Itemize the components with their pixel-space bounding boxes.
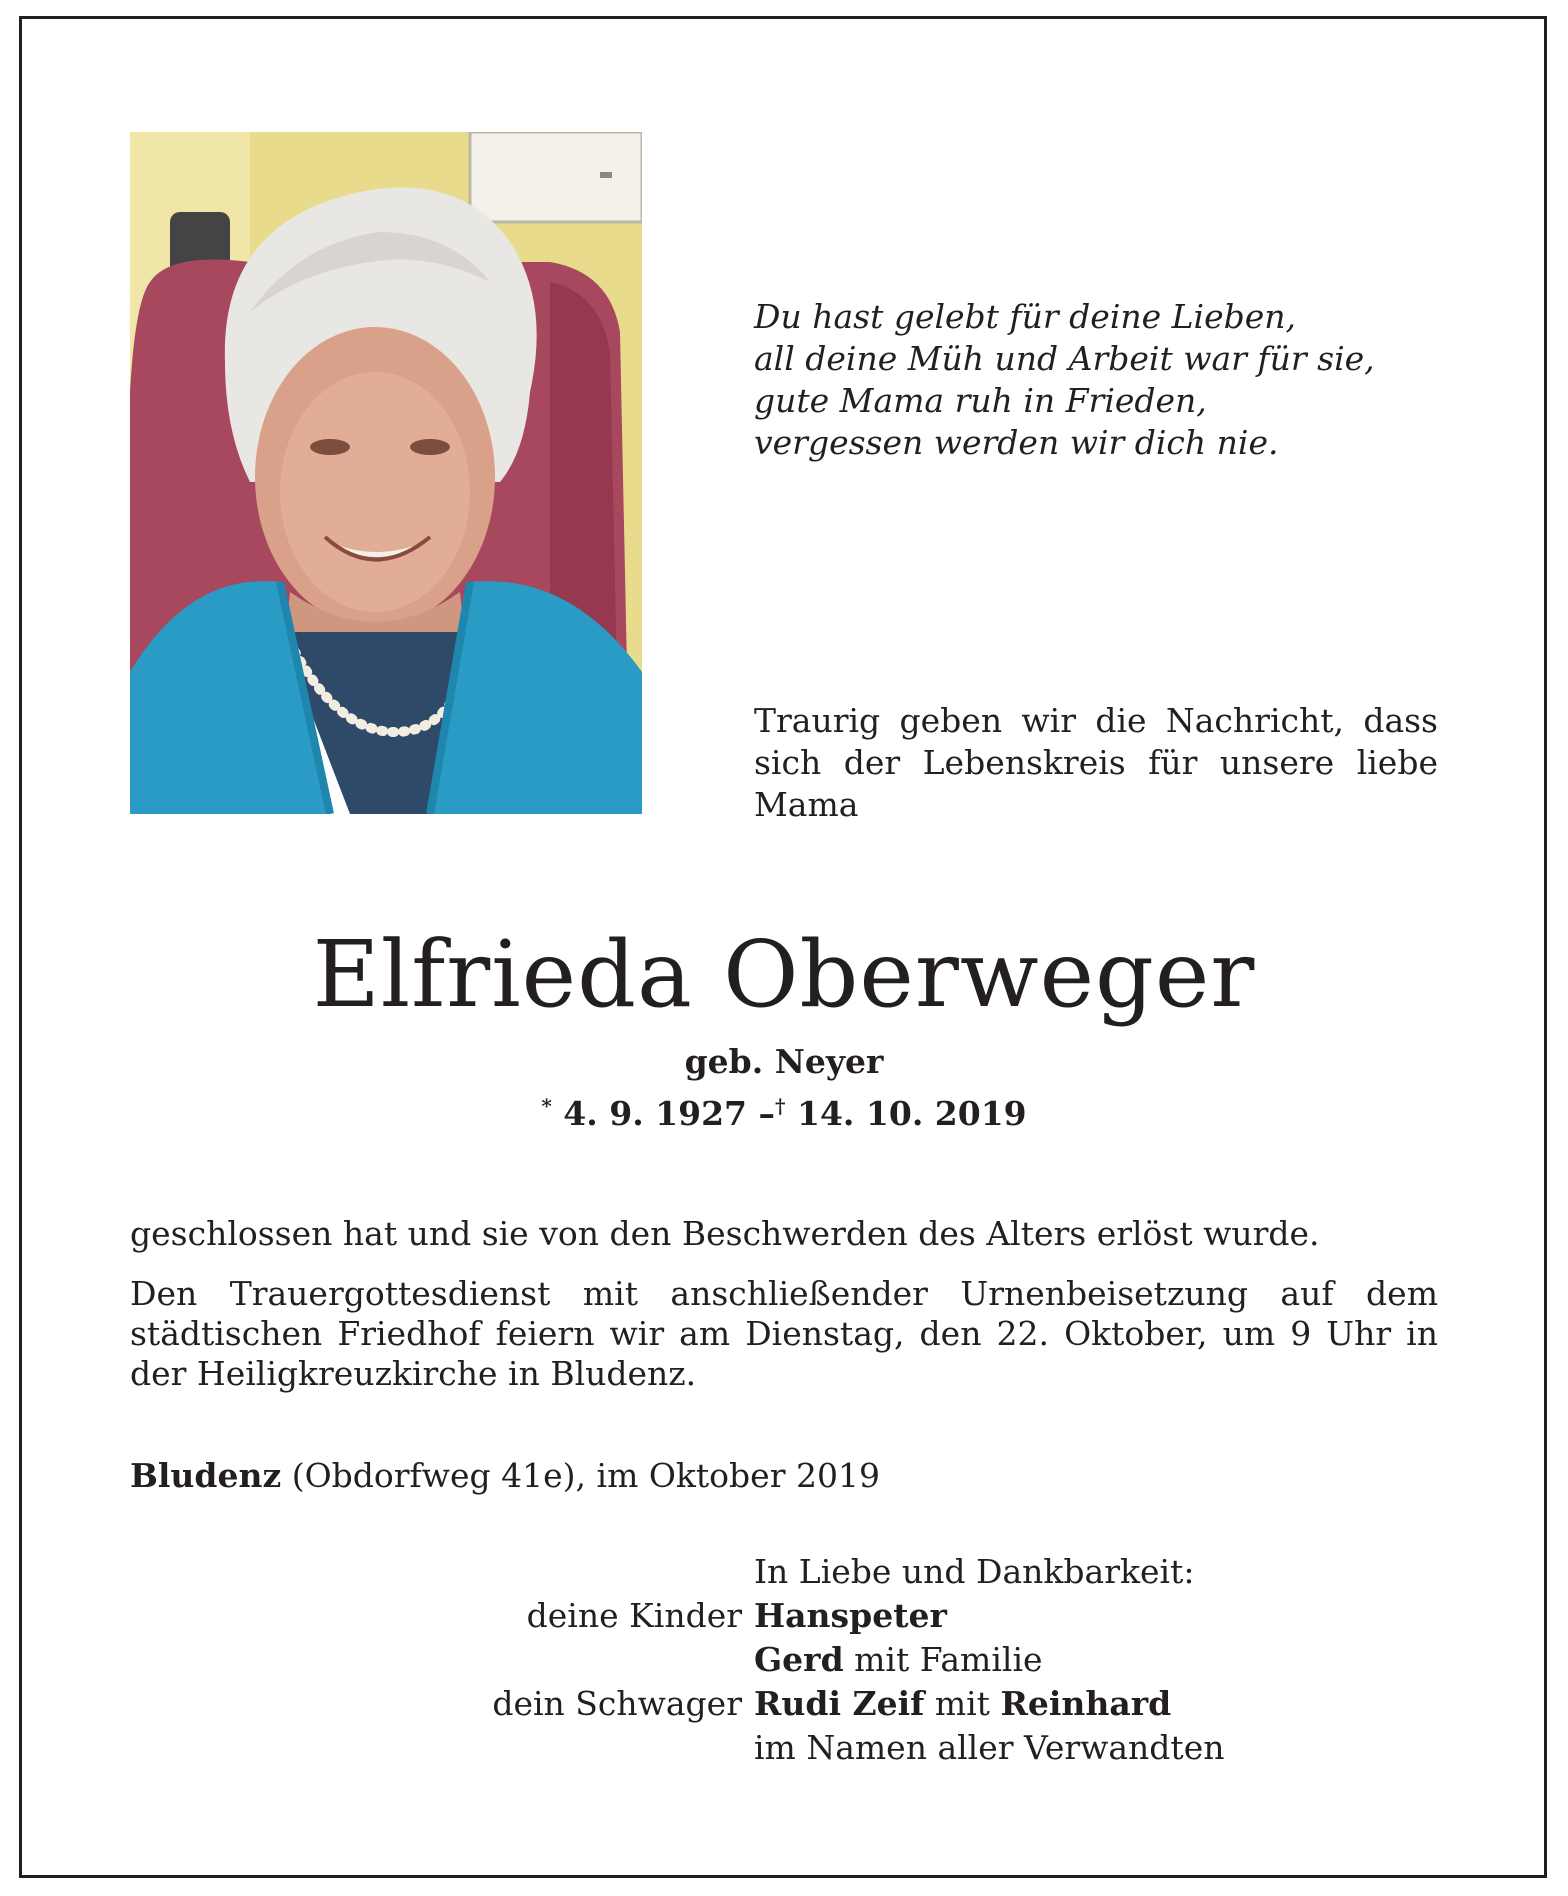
- children-label: deine Kinder: [526, 1596, 742, 1635]
- death-symbol: †: [775, 1094, 786, 1118]
- birth-date: 4. 9. 1927: [563, 1094, 748, 1133]
- place-address-date: (Obdorfweg 41e), im Oktober 2019: [281, 1456, 880, 1495]
- portrait-photo: [130, 132, 642, 814]
- poem-line: gute Mama ruh in Frieden,: [754, 381, 1207, 420]
- poem-line: all deine Müh und Arbeit war für sie,: [754, 339, 1375, 378]
- birth-symbol: *: [541, 1094, 552, 1118]
- poem: [754, 296, 1474, 464]
- poem-line: Du hast gelebt für deine Lieben,: [754, 297, 1297, 336]
- life-dates: [0, 1084, 1568, 1136]
- death-date: 14. 10. 2019: [797, 1094, 1027, 1133]
- paragraph-release: geschlossen hat und sie von den Beschwerden des Alters erlöst wurde.: [130, 1214, 1320, 1253]
- brother-in-law-name: Rudi Zeif: [754, 1684, 925, 1723]
- place-date-line: [130, 1456, 880, 1496]
- intro-text: Traurig geben wir die Nachricht, dass sich der Lebenskreis für unsere liebe Mama: [754, 701, 1438, 824]
- poem-line: vergessen werden wir dich nie.: [754, 423, 1279, 462]
- place-city: Bludenz: [130, 1456, 282, 1495]
- child-name: Gerd: [754, 1640, 844, 1679]
- signature-block: [0, 1550, 1568, 1770]
- brother-in-law-label: dein Schwager: [492, 1684, 742, 1723]
- child-name: Hanspeter: [754, 1596, 947, 1635]
- with-word: mit: [924, 1684, 1001, 1723]
- paragraph-funeral: Den Trauergottesdienst mit anschließender Urnenbeisetzung auf dem städtischen Friedhof feiern wir am Dienstag, den 22. Oktober, um 9 Uhr in der Heiligkreuzkirche in Bludenz.: [130, 1274, 1438, 1393]
- signature-closing: im Namen aller Verwandten: [754, 1728, 1225, 1767]
- maiden-name: geb. Neyer: [684, 1042, 884, 1081]
- child-suffix: mit Familie: [843, 1640, 1043, 1679]
- with-name: Reinhard: [1000, 1684, 1172, 1723]
- date-separator: –: [758, 1094, 776, 1133]
- signature-heading: In Liebe und Dankbarkeit:: [754, 1552, 1195, 1591]
- deceased-name: Elfrieda Oberweger: [312, 921, 1256, 1028]
